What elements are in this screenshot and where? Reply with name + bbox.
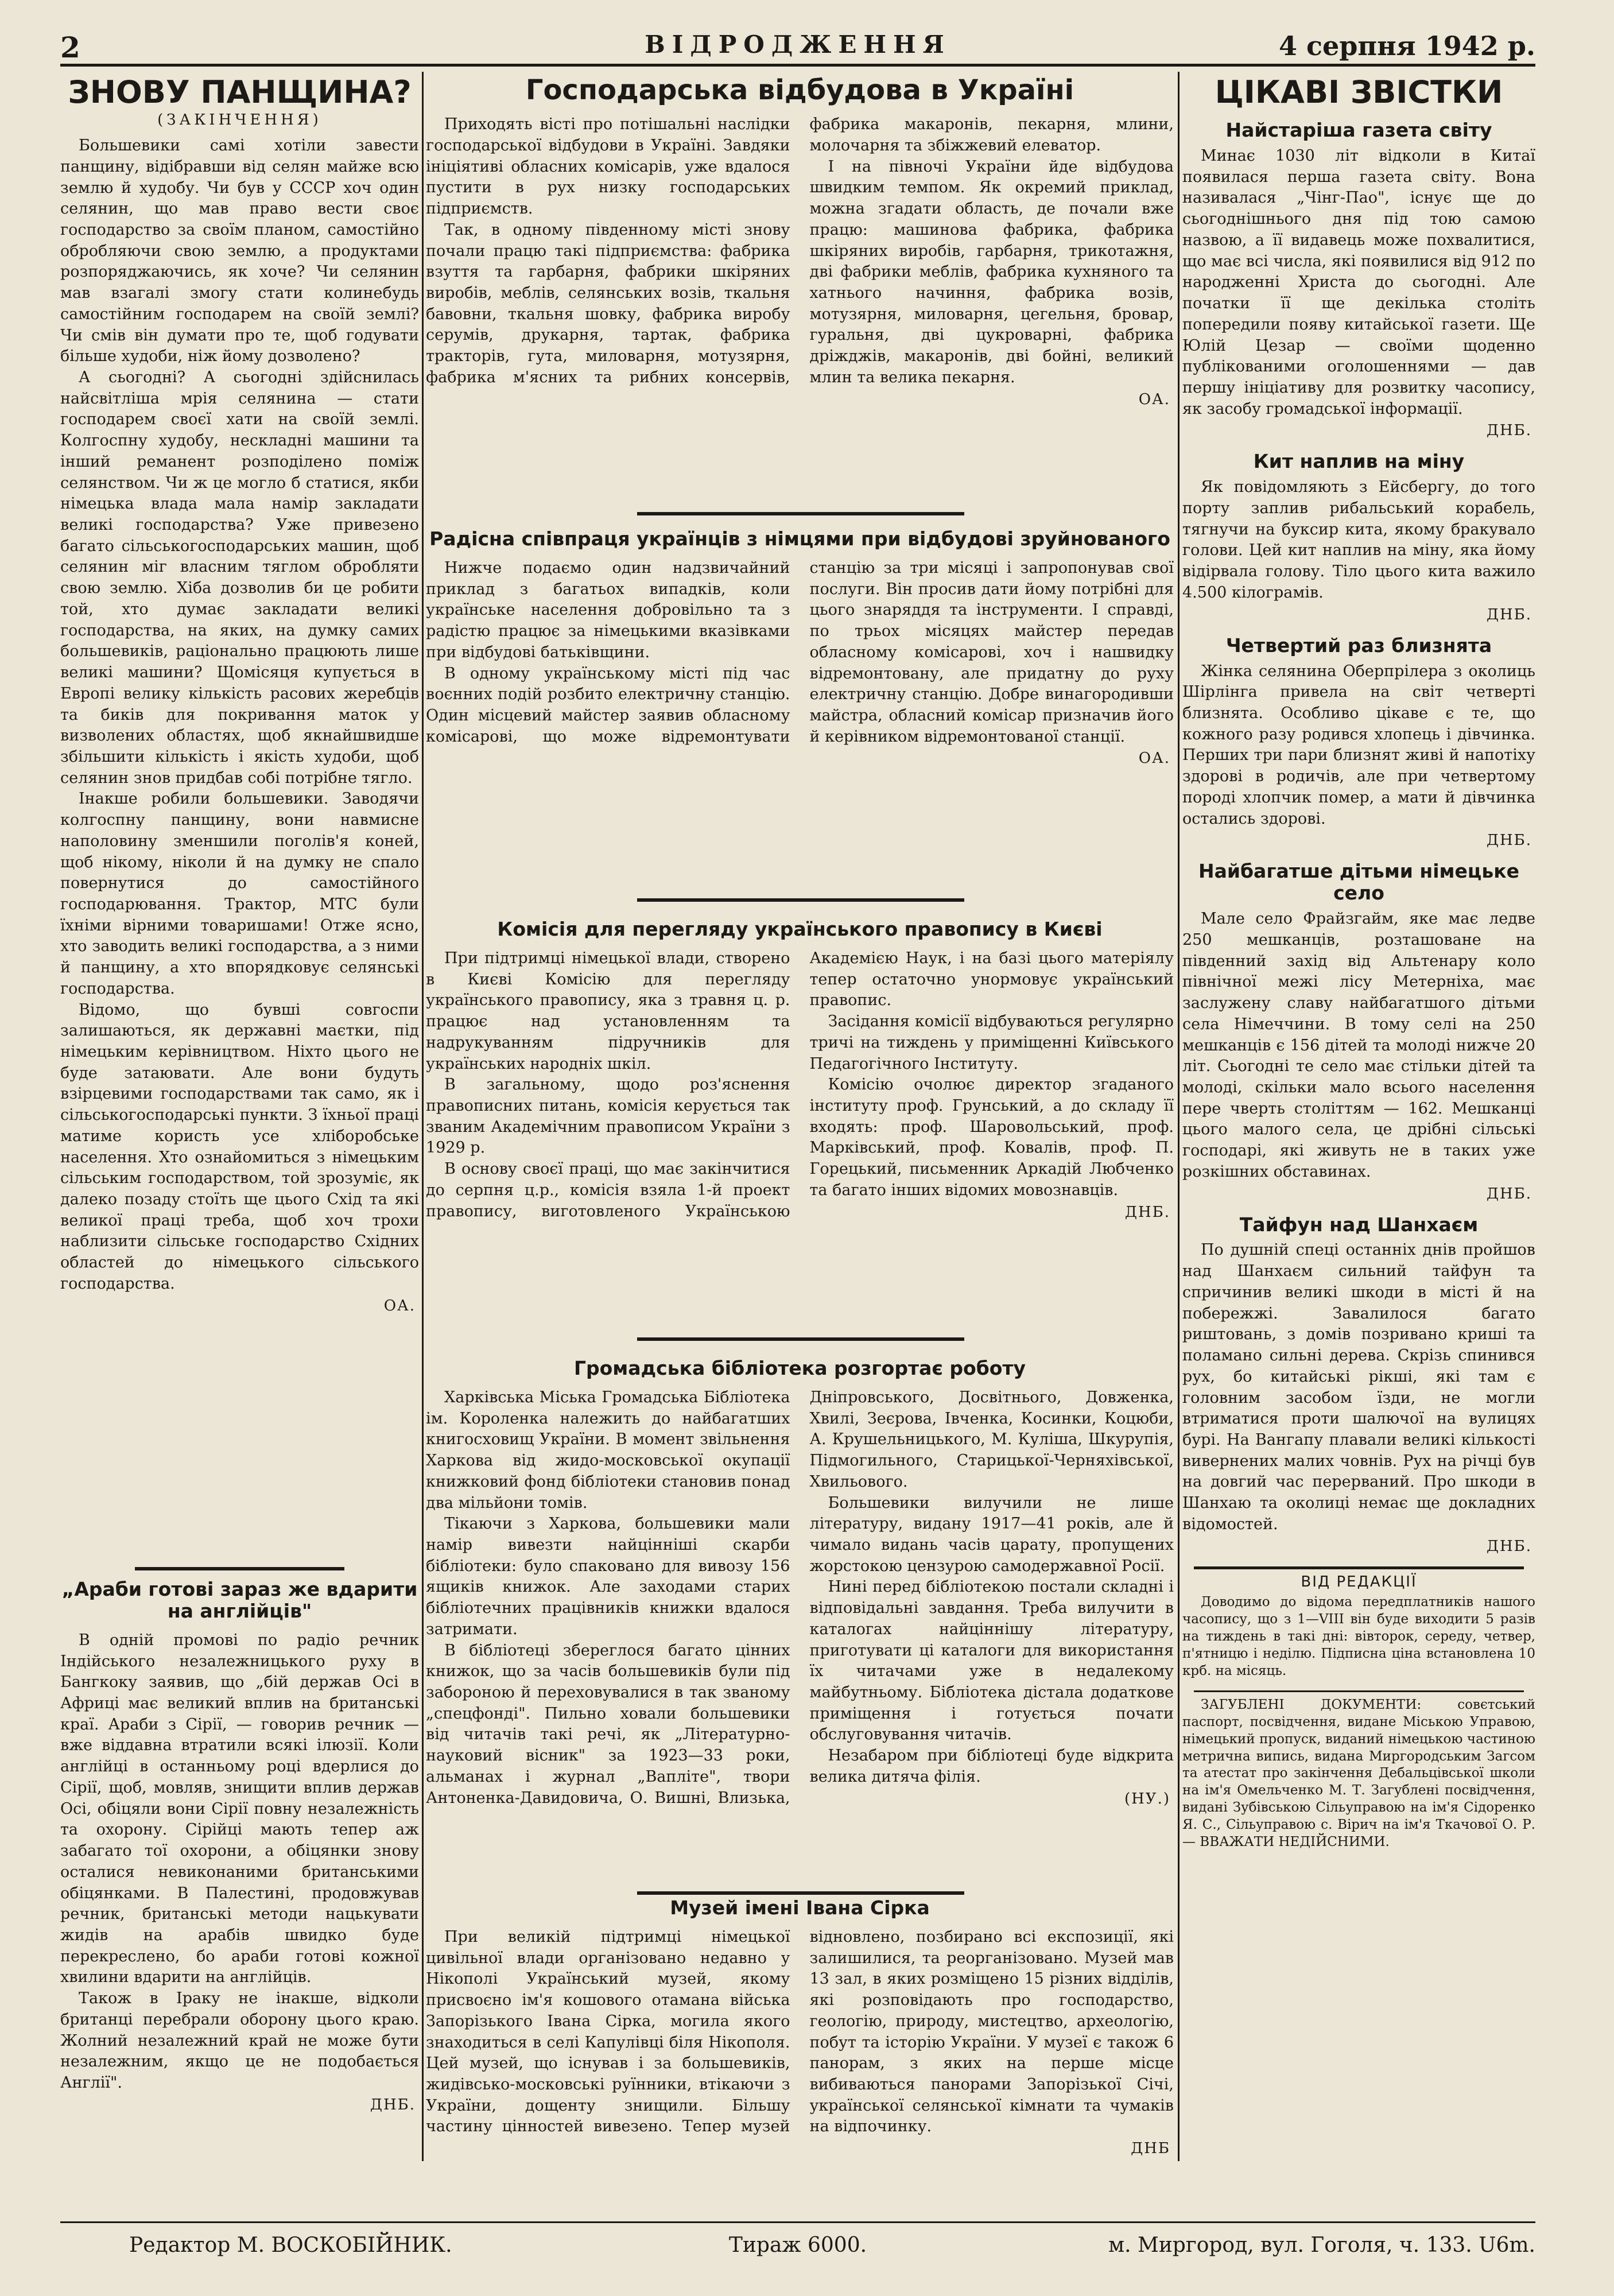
news-title: Найстаріша газета світу xyxy=(1225,119,1492,142)
signature: ДНБ. xyxy=(1486,1185,1532,1203)
page-number: 2 xyxy=(60,30,80,64)
paragraph: Незабаром при бібліотеці буде відкрита велика дитяча філія. xyxy=(809,1747,1174,1786)
article-znovu-panshchyna xyxy=(60,75,419,1561)
paragraph: Інакше робили большевики. Заводячи колгоспну панщину, вони навмисне наполовину зменшили поголів'я коней, щоб нікому, ніколи й на думку не спало повернутися до самостійного господарювання. Трактор, МТС були їхніми вірними товаришами! Отже ясно, хто заводить великі господарства, а з ними й панщину, а хто впорядковує селянські господарства. xyxy=(60,790,419,998)
section-rule xyxy=(1194,1690,1524,1692)
paragraph: Відомо, що бувші совгоспи залишаються, як державні маєтки, під німецьким керівництвом. Ніхто цього не буде затаювати. Але вони будуть взірцевими господарствами так само, як і сільськогосподарські пункти. З їхньої праці матиме користь усе хліборобське населення. Хто ознайомиться з німецьким сільським господарством, той зрозуміє, як далеко позаду стоїть ще цього Схід та які великої праці треба, щоб хоч трохи наблизити сільське господарство Східних областей до німецького сільського господарства. xyxy=(60,1000,419,1293)
circulation: Тираж 6000. xyxy=(728,2233,867,2257)
signature: ОА. xyxy=(1138,750,1170,767)
article-title: Музей імені Івана Сірка xyxy=(670,1897,930,1919)
news-text: По душній спеці останніх днів пройшов над Шанхаєм сильний тайфун та спричинив великі шкоди в місті й на побережжі. Завалилося багато риштовань, з домів позривано криші та поламано сильні дерева. Скрізь спинився рух, бо китайські рікші, які там є головним засобом їзди, не могли втриматися проти шалючої на вулицях бурі. На Вангапу плавали великі кількості вивернених малих човнів. Рух на річці був на довгий час перерваний. Про шкоди в Шанхаю та околиці немає ще докладних відомостей. xyxy=(1182,1241,1535,1533)
paragraph: В основу своєї праці, що має закінчитися до серпня ц.р., комісія взяла 1-й проект правопису, виготовленого Українською Академією Наук, і на базі цього матеріялу тепер остаточно унормовує український правопис. xyxy=(426,949,1174,1220)
paragraph: В одній промові по радіо речник Індійського незалежницького руху в Бангкоку заявив, що „бій держав Осі в Африці має великий вплив на британські краї. Араби з Сірії, — говорив речник — вже віддавна втратили всякі ілюзії. Коли англійці в останньому році вдерлися до Сірії, щоб, мовляв, знищити вплив держав Осі, обіцяли вони Сірії повну незалежність та охорону. Сірійці мають тепер аж забагато тої охорони, а обіцянки знову осталися невиконаними британськими обіцянками. В Палестині, продовжував речник, британські методи нацькувати жидів на арабів швидко буде перекреслено, бо араби готові кожної хвилини вдарити на англійців. xyxy=(60,1631,419,1987)
signature: ДНБ xyxy=(1131,2140,1170,2158)
section-rule xyxy=(637,1891,964,1895)
paragraph: Харківська Міська Громадська Бібліотека ім. Короленка належить до найбагатших книгосховищ України. В момент звільнення Харкова від жидо-московської окупації книжковий фонд бібліотеки становив понад два мільйони томів. xyxy=(426,1388,790,1512)
paragraph: Також в Іраку не інакше, відколи британці перебрали оборону цього краю. Жолний незалежний край не може бути незалежним, якщо це не подобається Англії". xyxy=(60,1989,419,2092)
paragraph: Нижче подаємо один надзвичайний приклад з багатьох випадків, коли українське населення добровільно та з радістю працює за німецькими вказівками при відбудові батьківщини. xyxy=(426,559,790,661)
signature: ОА. xyxy=(1138,390,1170,408)
paragraph: В одному українському місті під час воєнних подій розбито електричну станцію. Один місцевий майстер заявив обласному комісарові, що може відремонтувати станцію за три місяці і запропонував свої послуги. Він просив дати йому потрібні для цього знаряддя та інструменти. І справді, по трьох місяцях майстер передав обласному комісарові, хоч і нашвидку відремонтовану, але придатну до руху електричну станцію. Добре винагородивши майстра, обласний комісар призначив його й керівником відремонтованої станції. xyxy=(426,559,1174,746)
issue-date: 4 серпня 1942 р. xyxy=(1278,30,1535,61)
signature: ДНБ. xyxy=(1486,1537,1532,1555)
article-title: Комісія для перегляду українського правопису в Києві xyxy=(497,918,1103,940)
article-hromadska-biblioteka xyxy=(426,1358,1174,1952)
column-divider xyxy=(1178,72,1180,2161)
paragraph: Тікаючи з Харкова, большевики мали намір вивезти найцінніші скарби бібліотеки: було спаковано для вивозу 156 ящиків книжок. Але заходами старих бібліотечних працівників книжки вдалося затримати. xyxy=(426,1515,790,1638)
news-text: Мале село Фрайзгайм, яке має ледве 250 мешканців, розташоване на південний захід від Альтенару коло північної межі лісу Метерніха, має заслужену славу найбагатшого дітьми села Німеччини. В тому селі на 250 мешканців є 156 дітей та молоді нижче 20 літ. Сьогодні те село має стільки дітей та молоді, скільки мало всього населення пере чверть століттям — 162. Мешканці цього малого села, це дрібні сільські господарі, які живуть не в таких уже розкішних обставинах. xyxy=(1182,910,1535,1181)
paragraph: Засідання комісії відбуваються регулярно тричі на тиждень у приміщенні Київського Педагогічного Інституту. xyxy=(809,1013,1174,1073)
editor-name: Редактор М. ВОСКОБІЙНИК. xyxy=(129,2233,452,2257)
paragraph: При великій підтримці німецької цивільної влади організовано недавно у Нікополі Український музей, якому присвоєно ім'я кошового отамана війська Запорізького Івана Сірка, могила якого знаходиться в селі Капулівці біля Нікополя. Цей музей, що існував і за большевиків, жидівсько-московські руїнники, втікаючи з України, дощенту знищили. Більшу частину цінностей вивезено. Тепер музей відновлено, позбирано всі експозиції, які залишилися, та реорганізовано. Музей мав 13 зал, в яких розміщено 15 різних відділів, які розповідають про господарство, геологію, природу, мистецтво, археологію, побут та історію України. У музеї є також 6 панорам, з яких на перше місце вибиваються панорами Запорізької Січі, української селянської кімнати та чумаків на відпочинку. xyxy=(426,1927,1174,2136)
section-rule xyxy=(637,1337,964,1341)
section-rule xyxy=(1194,1566,1524,1569)
column-center xyxy=(426,75,1174,2164)
paragraph: При підтримці німецької влади, створено в Києві Комісію для перегляду українського правопису, яка з травня ц. р. працює над установленням та надрукуванням підручників для українських народніх шкіл. xyxy=(426,949,790,1073)
signature: ДНБ. xyxy=(1486,422,1532,440)
publisher-address: м. Миргород, вул. Гоголя, ч. 133. U6m. xyxy=(1108,2233,1535,2257)
paragraph: Большевики вилучили не лише літературу, видану 1917—41 років, але й чимало видань часів царату, пропущених жорстокою цензурою самодержавної Росії. xyxy=(809,1494,1174,1575)
editorial-title: ВІД РЕДАКЦІЇ xyxy=(1301,1573,1417,1591)
section-rule xyxy=(637,898,964,902)
signature: ОА. xyxy=(383,1297,416,1314)
news-title: Найбагатше дітьми німецьке село xyxy=(1198,860,1519,905)
paragraph: В загальному, щодо роз'яснення правописних питань, комісія керується так званим Академічним правописом України з 1929 р. xyxy=(426,1076,790,1157)
column-divider xyxy=(422,72,424,2161)
signature: ДНБ. xyxy=(1486,832,1532,850)
article-title: Радісна співпраця українців з німцями при відбудові зруйнованого xyxy=(429,528,1170,550)
article-title: „Араби готові зараз же вдарити на англійців" xyxy=(61,1578,418,1622)
article-radisna-spivpratsia xyxy=(426,528,1174,890)
editorial-text: Доводимо до відома передплатників нашого часопису, що з 1—VIII він буде виходити 5 разів на тиждень в такі дні: вівторок, середу, четвер, п'ятницю і неділю. Підписна ціна встановлена 10 крб. на місяць. xyxy=(1182,1595,1535,1678)
paragraph: Так, в одному південному місті знову почали працю такі підприємства: фабрика взуття та гарбарня, фабрики шкіряних виробів, меблів, селянських возів, ткальня бавовни, ткальня шовку, фабрика виробу серумів, друкарня, тартак, фабрика тракторів, гута, миловарня, мотузярня, фабрика м'ясних та рибних консервів, фабрика макаронів, пекарня, млини, молочарня та збіжжевий елеватор. xyxy=(426,115,1174,386)
paragraph: Нині перед бібліотекою постали складні і відповідальні завдання. Треба вилучити в каталогах найціннішу літературу, приготувати ці каталоги для використання їх читачами уже в недалекому майбутньому. Бібліотека дістала додаткове приміщення і готується почати обслуговування читачів. xyxy=(809,1578,1174,1744)
signature: ДНБ. xyxy=(1124,1203,1170,1221)
paragraph: А сьогодні? А сьогодні здійснилась найсвітліша мрія селянина — стати господарем своєї хати на своїй землі. Колгоспну худобу, нескладні машини та інший реманент розподілено поміж селянством. Чи ж це могло б статися, якби німецька влада мала намір закладати великі господарства? Уже привезено багато сільськогосподарських машин, щоб селянин міг власним тяглом обробляти свою землю. Хіба дозволив би це робити той, хто думає закладати великі господарства, на яких, на думку самих большевиків, раціонально працюють лише великі машини? Щомісяця купується в Европі велику кількість расових жеребців та биків для покривання маток у визволених областях, щоб якнайшвидше збільшити кількість і якість худоби, щоб селянин знов придбав собі потрібне тягло. xyxy=(60,369,419,787)
column-right xyxy=(1182,75,1535,2164)
paragraph: Большевики самі хотіли завести панщину, відібравши від селян майже всю землю й худобу. Чи був у СССР хоч один селянин, що мав право вести своє господарство за своїм планом, самостійно обробляючи свою землю, а продуктами розпоряджаючись, як хоче? Чи селянин мав взагалі змогу стати колинебудь самостійним господарем на своїй землі? Чи смів він думати про те, щоб годувати більше худоби, ніж йому дозволено? xyxy=(60,137,419,366)
paragraph: Комісію очолює директор згаданого інституту проф. Грунський, а до складу її входять: проф. Шаровольський, проф. Марківський, проф. Ковалів, проф. П. Горецький, письменник Аркадій Любченко та багато інших відомих мовознавців. xyxy=(809,1076,1174,1199)
section-rule xyxy=(637,512,964,515)
paragraph: І на півночі України йде відбудова швидким темпом. Як окремий приклад, можна згадати область, де почали вже працю: машинова фабрика, фабрика шкіряних виробів, гарбарня, трикотажня, дві фабрики меблів, фабрика кухняного та хатнього начиння, фабрика возів, мотузярня, миловарня, цегельня, бровар, гуральня, дві цукроварні, фабрика дріжджів, макаронів, дві бойні, великий млин та велика пекарня. xyxy=(809,157,1174,386)
article-hospodarska-vidbudova xyxy=(426,75,1174,499)
newspaper-name: ВІДРОДЖЕННЯ xyxy=(645,30,951,59)
article-title: ЗНОВУ ПАНЩИНА? xyxy=(68,75,412,110)
news-title: Кит наплив на міну xyxy=(1253,450,1465,473)
article-title: Громадська бібліотека розгортає роботу xyxy=(573,1358,1026,1379)
article-title: Господарська відбудова в Україні xyxy=(525,75,1074,106)
news-title: Тайфун над Шанхаєм xyxy=(1239,1213,1479,1236)
header-rule xyxy=(60,64,1535,71)
news-text: Як повідомляють з Ейсбергу, до того порту заплив рибальський корабель, тягнучи на буксир кита, якому бракувало голови. Цей кит наплив на міну, яка йому відірвала голову. Тіло цього кита важило 4.500 кілограмів. xyxy=(1182,478,1535,602)
news-text: Минає 1030 літ відколи в Китаї появилася перша газета світу. Вона називалася „Чінг-Пао", існує ще до сьогоднішнього дня під тою самою назвою, а її видавець може похвалитися, що має всі числа, які появилися від 912 по народженні Христа до сьогодні. Але початки її ще декілька століть попередили появу китайської газети. Ще Юлій Цезар — своїми щоденно публікованими оголошеннями — дав першу ініціативу для розвитку часопису, як засобу громадської інформації. xyxy=(1182,147,1535,418)
news-text: Жінка селянина Оберпрілера з околиць Шірлінга привела на світ четверті близнята. Особливо цікаве є те, що кожного разу родився хлопець і дівчинка. Перших три пари близнят живі й напотіху здорові в родичів, але при четвертому породі хлопчик помер, а мати й дівчинка остались здорові. xyxy=(1182,662,1535,828)
paragraph: Приходять вісті про потішальні наслідки господарської відбудови в Україні. Завдяки ініціятиві обласних комісарів, уже вдалося пустити в рух низку господарських підприємств. xyxy=(426,115,790,218)
article-komisiia-pravopysu xyxy=(426,918,1174,1332)
section-title: ЦІКАВІ ЗВІСТКИ xyxy=(1215,75,1503,110)
news-section xyxy=(1182,75,1535,2164)
article-note: (ЗАКІНЧЕННЯ) xyxy=(157,111,322,129)
article-araby xyxy=(60,1578,419,2164)
article-muzei-sirka xyxy=(426,1897,1174,2164)
section-rule xyxy=(135,1567,344,1570)
signature: ДНБ. xyxy=(1486,606,1532,623)
page-header xyxy=(60,26,1535,66)
page-footer xyxy=(60,2221,1535,2263)
signature: ДНБ. xyxy=(370,2096,416,2113)
lost-documents-notice: ЗАГУБЛЕНІ ДОКУМЕНТИ: совєтський паспорт, посвідчення, видане Міською Управою, німецький пропуск, виданий німецькою частиною метрична випись, видана Миргородським Загсом та атестат про закінчення Дебальцівської школи на ім'я Омельченко М. Т. Загублені посвідчення, видані Зубівською Сільуправою на ім'я Сідоренко Я. С., Сільуправою с. Вірич на ім'я Ткачової О. Р. — ВВАЖАТИ НЕДІЙСНИМИ. xyxy=(1182,1697,1535,1849)
column-left xyxy=(60,75,419,2164)
paragraph: В бібліотеці збереглося багато цінних книжок, що за часів большевиків були під забороною й переховувалися в так званому „спецфонді". Пильно ховали большевики від читачів такі речі, як „Літературно-науковий вісник" за 1923—33 роки, альманах і журнал „Вапліте", твори Антоненка-Давидовича, О. Вишні, Влизька, Дніпровського, Досвітнього, Довженка, Хвилі, Зеєрова, Івченка, Косинки, Коцюби, А. Крушельницького, М. Куліша, Шкурупія, Підмогильного, Старицької-Черняхівської, Хвильового. xyxy=(426,1388,1174,1807)
news-title: Четвертий раз близнята xyxy=(1225,634,1492,657)
signature: (НУ.) xyxy=(1124,1790,1170,1808)
